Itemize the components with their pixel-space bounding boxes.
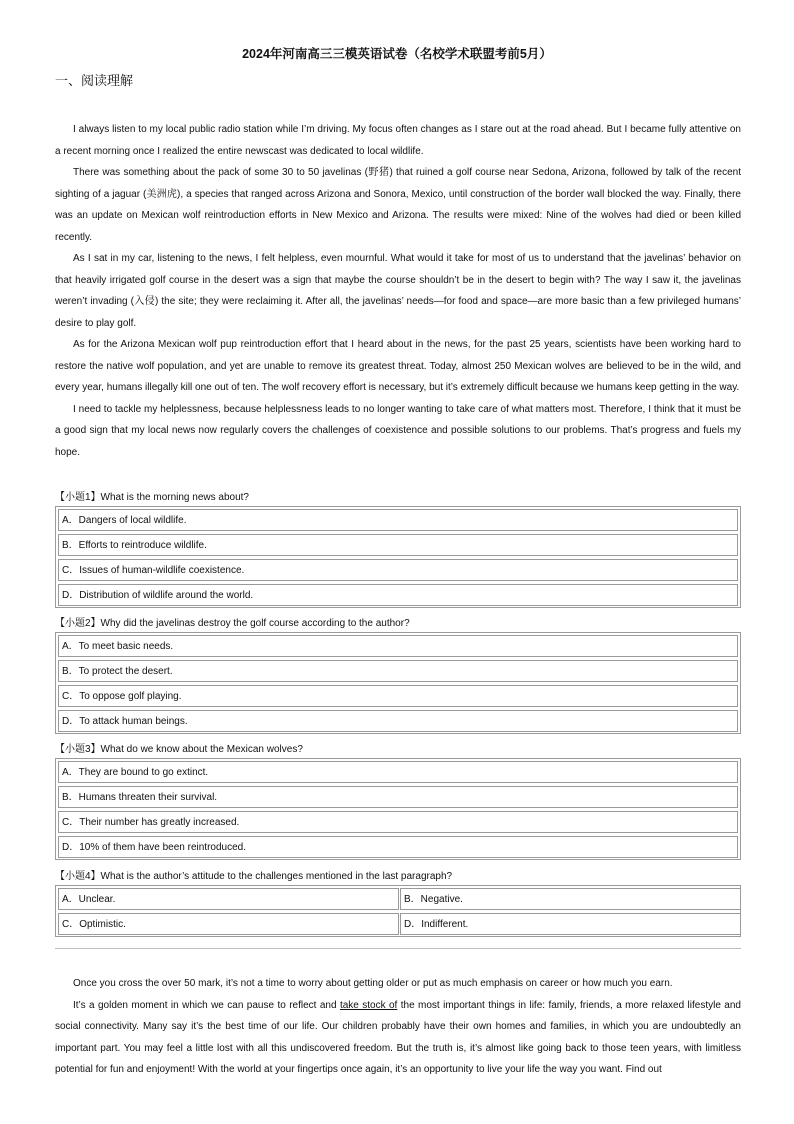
paragraph: I need to tackle my helplessness, because helplessness leads to no longer wanting to take care of what matters most. Therefore, I think that it must be a good sign that my local news now regularly covers the challenges of coexistence and possible solutions to our problems. That’s progress and fuels my hope.: [55, 403, 741, 458]
paragraph: As for the Arizona Mexican wolf pup reintroduction effort that I heard about in the news, for the past 25 years, scientists have been working hard to restore the native wolf population, and yet are unable to remove its greatest threat. Today, almost 250 Mexican wolves are believed to be in the wild, and every year, humans illegally kill one out of ten. The wolf recovery effort is necessary, but it’s extremely difficult because we humans keep getting in the way.: [55, 339, 741, 393]
underlined-phrase: take stock of: [339, 999, 398, 1011]
option-d[interactable]: D．10% of them have been reintroduced.: [58, 836, 738, 858]
option-a[interactable]: A．To meet basic needs.: [58, 635, 738, 657]
paragraph: As I sat in my car, listening to the news, I felt helpless, even mournful. What would it take for most of us to understand that the javelinas’ behavior on that heavily irrigated golf course in the desert was a sign that maybe the course shouldn’t be in the desert to begin with? The way I saw it, the javelinas weren’t invading (入侵) the site; they were reclaiming it. After all, the javelinas’ needs—for food and space—are more basic than a few privileged humans’ desire to play golf.: [55, 253, 741, 329]
reading-passage-2: [55, 973, 741, 1081]
options-box-4: [55, 885, 741, 937]
option-d[interactable]: D．To attack human beings.: [58, 710, 738, 732]
option-b[interactable]: B．To protect the desert.: [58, 660, 738, 682]
paragraph: Once you cross the over 50 mark, it’s not a time to worry about getting older or put as much emphasis on career or how much you earn.: [73, 978, 673, 989]
option-c[interactable]: C．To oppose golf playing.: [58, 685, 738, 707]
option-b[interactable]: B．Efforts to reintroduce wildlife.: [58, 534, 738, 556]
option-a[interactable]: A．They are bound to go extinct.: [58, 761, 738, 783]
option-c[interactable]: C．Their number has greatly increased.: [58, 811, 738, 833]
options-box-3: [55, 758, 741, 860]
text-span: the most important things in life: family, friends, a more relaxed lifestyle and social connectivity. Many say it’s the best time of our life. Our children probably have their own homes and families, in which you are undoubtedly an important part. You may feel a little lost with all this undiscovered freedom. But the truth is, it’s almost like going back to those teen years, with limitless potential for fun and enjoyment! With the world at your fingertips once again, it’s an opportunity to live your life the way you want. Find out: [55, 999, 741, 1075]
option-c[interactable]: C．Issues of human-wildlife coexistence.: [58, 559, 738, 581]
option-b[interactable]: B．Humans threaten their survival.: [58, 786, 738, 808]
question-stem-4: 【小题4】What is the author’s attitude to the challenges mentioned in the last paragraph?: [55, 871, 453, 882]
text-span: It’s a golden moment in which we can pause to reflect and: [73, 999, 340, 1011]
page-title: 2024年河南高三三模英语试卷（名校学术联盟考前5月）: [242, 47, 552, 61]
question-stem-3: 【小题3】What do we know about the Mexican wolves?: [55, 744, 303, 755]
paragraph: I always listen to my local public radio station while I’m driving. My focus often changes as I stare out at the road ahead. But I became fully attentive on a recent morning once I realized the entire newscast was dedicated to local wildlife.: [55, 124, 741, 157]
reading-passage-1: [55, 119, 741, 463]
options-box-1: [55, 506, 741, 608]
section-heading: 一、阅读理解: [55, 73, 134, 88]
option-a[interactable]: A．Unclear.: [58, 888, 399, 910]
question-stem-1: 【小题1】What is the morning news about?: [55, 492, 249, 503]
paragraph: There was something about the pack of some 30 to 50 javelinas (野猪) that ruined a golf course near Sedona, Arizona, followed by talk of the recent sighting of a jaguar (美洲虎), a species that ranged across Arizona and Sonora, Mexico, until construction of the border wall blocked the way. Finally, there was an update on Mexican wolf reintroduction efforts in New Mexico and Arizona. The results were mixed: Nine of the wolves had died or been killed recently.: [55, 167, 741, 243]
option-d[interactable]: D．Indifferent.: [400, 913, 741, 935]
option-a[interactable]: A．Dangers of local wildlife.: [58, 509, 738, 531]
option-d[interactable]: D．Distribution of wildlife around the world.: [58, 584, 738, 606]
option-b[interactable]: B．Negative.: [400, 888, 741, 910]
options-box-2: [55, 632, 741, 734]
question-stem-2: 【小题2】Why did the javelinas destroy the golf course according to the author?: [55, 618, 410, 629]
divider: [55, 948, 741, 949]
option-c[interactable]: C．Optimistic.: [58, 913, 399, 935]
paragraph: [55, 995, 741, 1081]
